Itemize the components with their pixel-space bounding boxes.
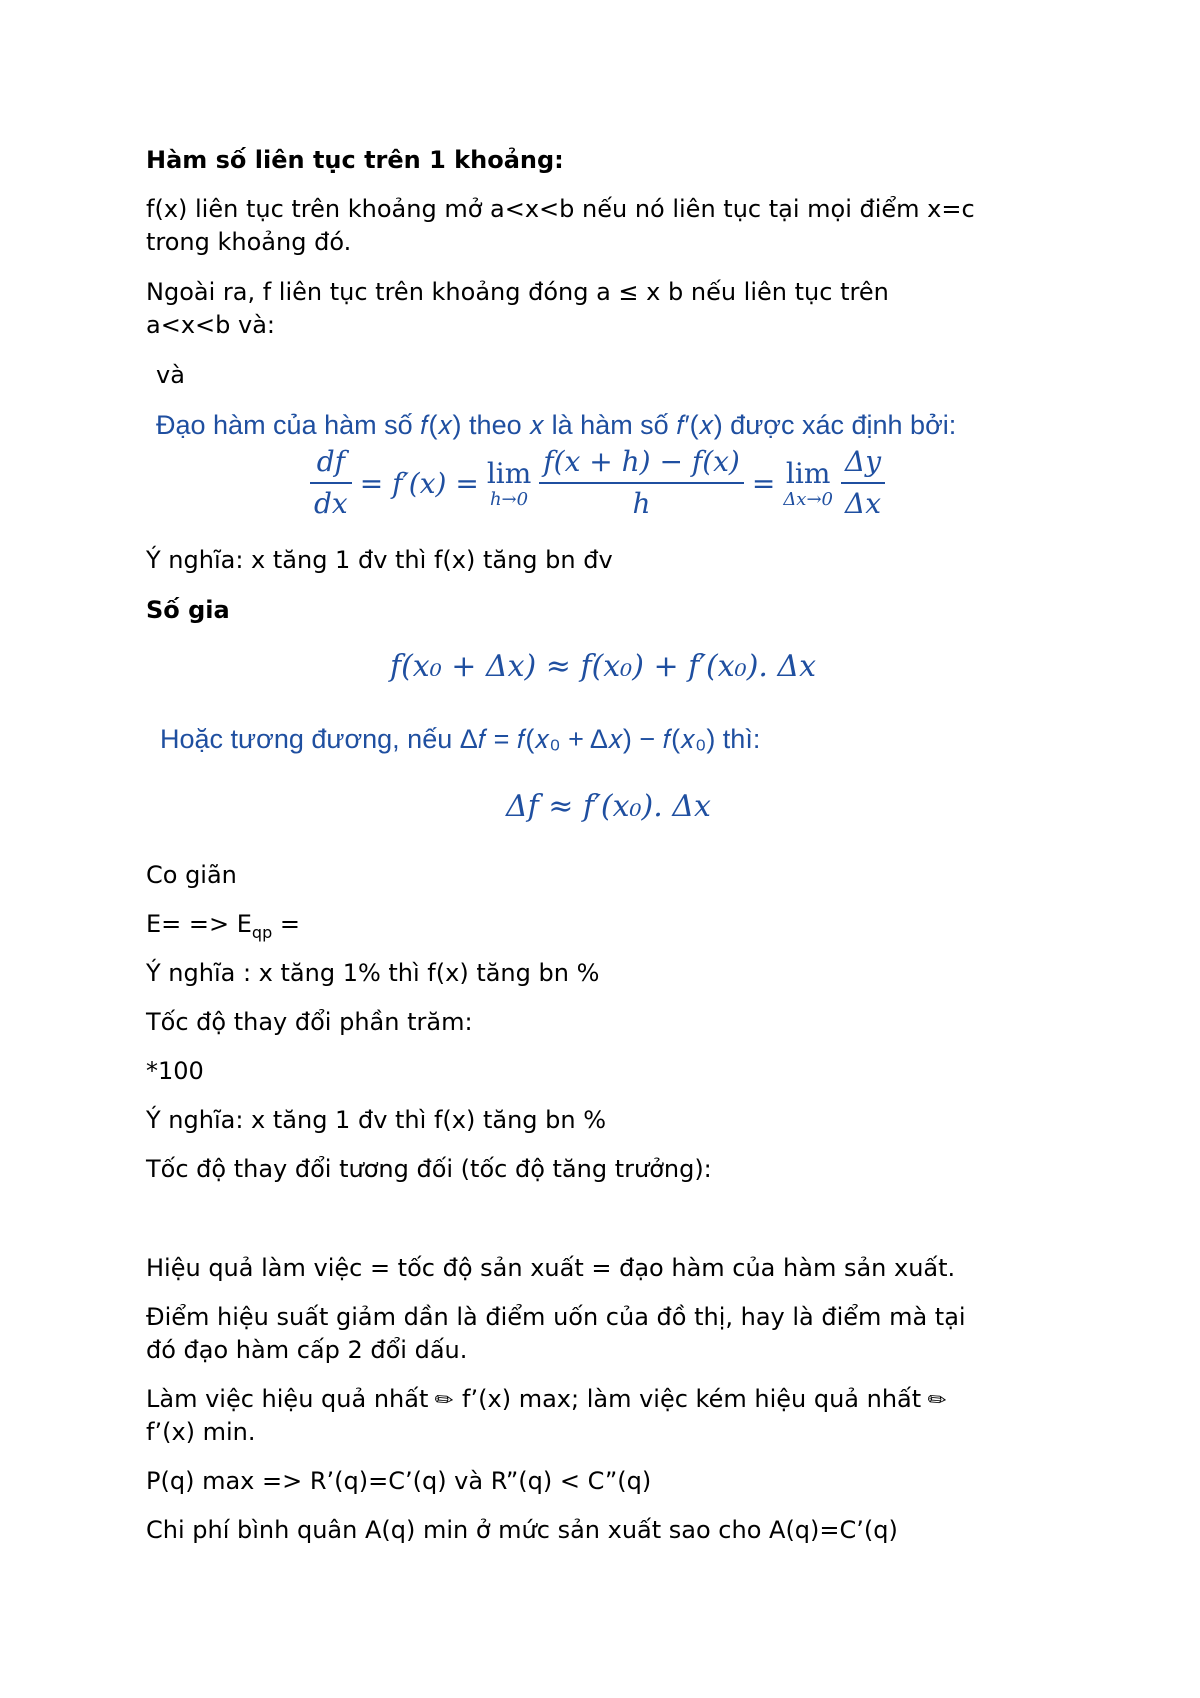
formula-delta-f: Δ𝑓 ≈ 𝑓′(𝑥₀). Δ𝑥 <box>506 789 711 824</box>
derivative-formula <box>310 442 885 524</box>
frac-den: 𝑑𝑥 <box>314 487 348 520</box>
fraction-difference-quotient <box>539 442 744 524</box>
limit-dx <box>783 457 833 510</box>
heading-continuity: Hàm số liên tục trên 1 khoảng: <box>146 146 564 174</box>
text-relative-rate: Tốc độ thay đổi tương đối (tốc độ tăng trưởng): <box>146 1155 712 1183</box>
text-meaning-2: Ý nghĩa : x tăng 1% thì f(x) tăng bn % <box>146 959 600 987</box>
frac-num: 𝑑𝑓 <box>310 442 352 484</box>
frac-num: 𝑓(𝑥 + ℎ) − 𝑓(𝑥) <box>539 442 744 484</box>
text-elasticity: Co giãn <box>146 861 237 889</box>
text-diminishing-returns: Điểm hiệu suất giảm dần là điểm uốn của đồ thị, hay là điểm mà tại <box>146 1303 966 1331</box>
derivative-intro: Đạo hàm của hàm số 𝑓(𝑥) theo 𝑥 là hàm số 𝑓′(𝑥) được xác định bởi: <box>156 410 957 440</box>
text-rate-percent: Tốc độ thay đổi phần trăm: <box>146 1008 473 1036</box>
heading-increment: Số gia <box>146 596 230 624</box>
formula-increment: 𝑓(𝑥₀ + Δ𝑥) ≈ 𝑓(𝑥₀) + 𝑓′(𝑥₀). Δ𝑥 <box>390 649 817 684</box>
text-open-interval-cont: trong khoảng đó. <box>146 228 352 256</box>
frac-den: Δ𝑥 <box>845 487 882 520</box>
text-meaning-1: Ý nghĩa: x tăng 1 đv thì f(x) tăng bn đv <box>146 546 613 574</box>
text-average-cost: Chi phí bình quân A(q) min ở mức sản xuất sao cho A(q)=C’(q) <box>146 1516 898 1544</box>
pencil-icon: ✎ <box>429 1385 460 1417</box>
text-profit-max: P(q) max => R’(q)=C’(q) và R”(q) < C”(q) <box>146 1467 652 1495</box>
eff-text-2: f’(x) max; làm việc kém hiệu quả nhất <box>454 1385 929 1413</box>
eq-sign: = <box>751 466 776 500</box>
text-elasticity-formula <box>146 907 300 950</box>
limit-h <box>487 457 531 510</box>
e-end: = <box>272 910 300 938</box>
lim-sub: Δ𝑥→0 <box>783 488 833 510</box>
frac-den: ℎ <box>632 487 651 520</box>
text-closed-interval: Ngoài ra, f liên tục trên khoảng đóng a ≤ x b nếu liên tục trên <box>146 278 889 306</box>
eff-text-1: Làm việc hiệu quả nhất <box>146 1385 436 1413</box>
lim-label: lim <box>486 456 532 490</box>
pencil-icon: ✎ <box>922 1385 953 1417</box>
e-sub: qp <box>251 922 273 942</box>
fraction-df-dx <box>310 442 352 524</box>
text-and: và <box>156 361 185 389</box>
text-most-efficient-cont: f’(x) min. <box>146 1418 256 1446</box>
e-eq: E= => E <box>146 910 252 938</box>
text-diminishing-returns-cont: đó đạo hàm cấp 2 đổi dấu. <box>146 1336 468 1364</box>
text-meaning-3: Ý nghĩa: x tăng 1 đv thì f(x) tăng bn % <box>146 1106 607 1134</box>
lim-sub: ℎ→0 <box>489 488 529 510</box>
lim-label: lim <box>785 456 831 490</box>
fraction-dy-dx <box>841 442 885 524</box>
text-closed-interval-cont: a<x<b và: <box>146 311 275 339</box>
text-efficiency: Hiệu quả làm việc = tốc độ sản xuất = đạo hàm của hàm sản xuất. <box>146 1254 956 1282</box>
text-open-interval: f(x) liên tục trên khoảng mở a<x<b nếu nó liên tục tại mọi điểm x=c <box>146 195 975 223</box>
text-equivalent: Hoặc tương đương, nếu Δ𝑓 = 𝑓(𝑥₀ + Δ𝑥) − 𝑓(𝑥₀) thì: <box>160 724 761 754</box>
text-times-100: *100 <box>146 1057 204 1085</box>
eq-fprime: = 𝑓′(𝑥) = <box>359 466 479 500</box>
text-most-efficient <box>146 1382 953 1418</box>
frac-num: Δ𝑦 <box>841 442 885 484</box>
